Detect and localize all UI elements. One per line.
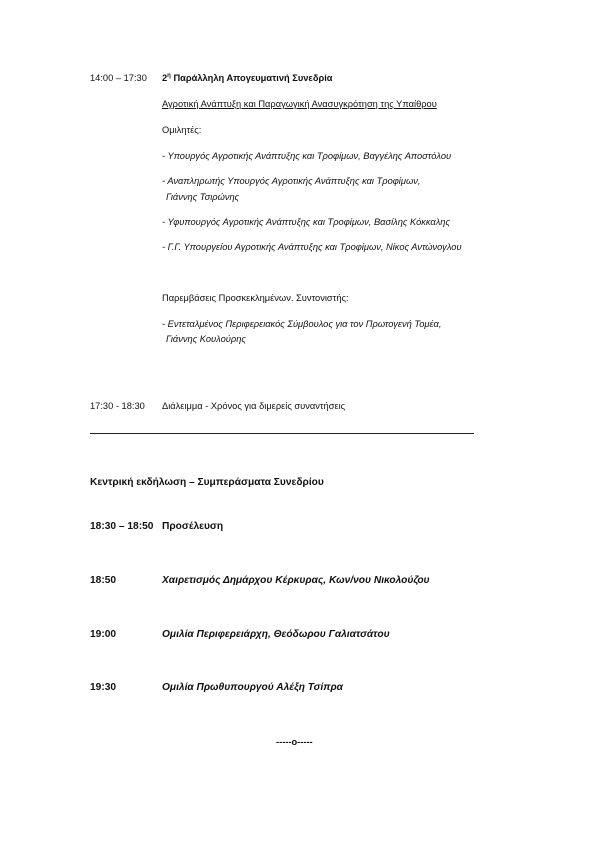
session-number: 2 bbox=[162, 73, 168, 84]
end-mark: -----o----- bbox=[276, 737, 313, 747]
agenda-time: 19:00 bbox=[90, 629, 117, 640]
agenda-text: Ομιλία Περιφερειάρχη, Θεόδωρου Γαλιατσάτου bbox=[162, 629, 390, 640]
speakers-label: Ομιλητές: bbox=[162, 125, 202, 135]
coordinator-line: - Εντεταλμένος Περιφερειακός Σύμβουλος για τον Πρωτογενή Τομέα, bbox=[162, 319, 442, 329]
guests-label: Παρεμβάσεις Προσκεκλημένων. Συντονιστής: bbox=[162, 293, 349, 303]
speaker-item-continued: Γιάννης Τσιρώνης bbox=[166, 192, 240, 202]
session-subtitle: Αγροτική Ανάπτυξη και Παραγωγική Ανασυγκρότηση της Υπαίθρου bbox=[162, 99, 437, 109]
session-number-sup: η bbox=[167, 73, 171, 79]
agenda-text: Χαιρετισμός Δημάρχου Κέρκυρας, Κων/νου Νικολούζου bbox=[162, 575, 430, 586]
speaker-item: - Υπουργός Αγροτικής Ανάπτυξης και Τροφίμων, Βαγγέλης Αποστόλου bbox=[162, 151, 452, 161]
coordinator-name: Γιάννης Κουλούρης bbox=[166, 334, 246, 344]
session-title: Παράλληλη Απογευματινή Συνεδρία bbox=[173, 73, 333, 84]
agenda-time: 18:50 bbox=[90, 575, 117, 586]
session-title-line bbox=[162, 73, 333, 83]
horizontal-rule bbox=[90, 433, 474, 434]
session-time: 14:00 – 17:30 bbox=[90, 73, 147, 83]
central-heading: Κεντρική εκδήλωση – Συμπεράσματα Συνεδρίου bbox=[90, 477, 324, 488]
speaker-item: - Γ.Γ. Υπουργείου Αγροτικής Ανάπτυξης και Τροφίμων, Νίκος Αντώνογλου bbox=[162, 242, 462, 252]
agenda-text: Ομιλία Πρωθυπουργού Αλέξη Τσίπρα bbox=[162, 682, 343, 693]
agenda-time: 18:30 – 18:50 bbox=[90, 521, 154, 532]
agenda-time: 19:30 bbox=[90, 682, 117, 693]
speaker-item: - Αναπληρωτής Υπουργός Αγροτικής Ανάπτυξης και Τροφίμων, bbox=[162, 176, 421, 186]
speaker-item: - Υφυπουργός Αγροτικής Ανάπτυξης και Τροφίμων, Βασίλης Κόκκαλης bbox=[162, 217, 450, 227]
break-time: 17:30 - 18:30 bbox=[90, 401, 145, 411]
break-text: Διάλειμμα - Χρόνος για διμερείς συναντήσεις bbox=[162, 401, 346, 411]
agenda-text: Προσέλευση bbox=[162, 521, 224, 532]
